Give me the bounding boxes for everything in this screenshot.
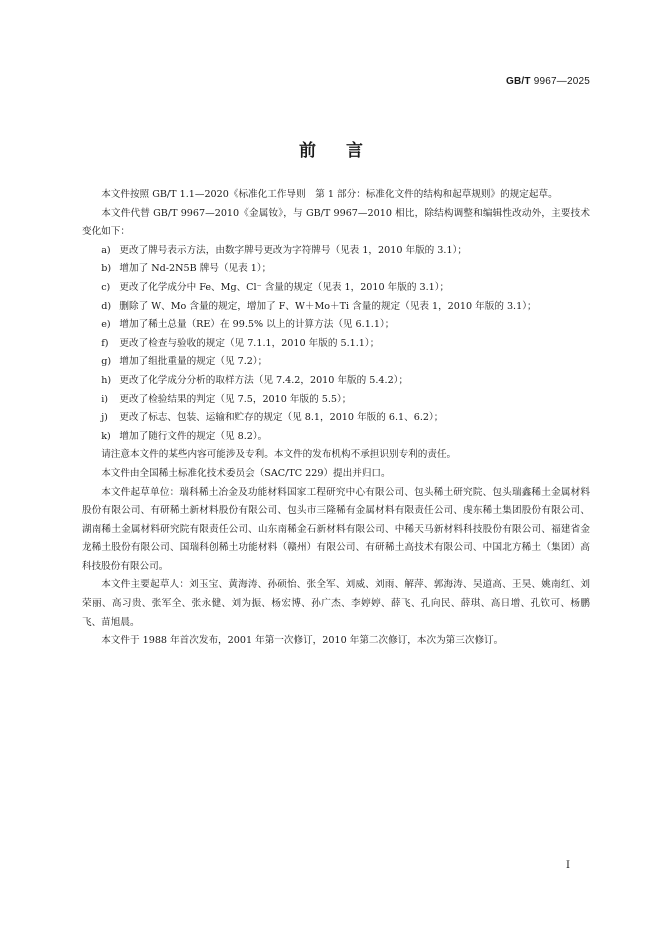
list-item-mark: c) [101, 281, 111, 293]
list-item [82, 260, 590, 279]
paragraph-history: 本文件于 1988 年首次发布，2001 年第一次修订，2010 年第二次修订，本次为第三次修订。 [101, 635, 504, 647]
list-item-text: 更改了标志、包装、运输和贮存的规定（见 8.1，2010 年版的 6.1、6.2）； [119, 412, 444, 424]
standard-code [506, 76, 590, 87]
list-item-mark: b) [101, 263, 112, 275]
list-item-text: 增加了组批重量的规定（见 7.2）； [119, 356, 268, 368]
list-item-text: 更改了检验结果的判定（见 7.5，2010 年版的 5.5）； [119, 393, 352, 405]
list-item-text: 更改了化学成分中 Fe、Mg、Cl⁻ 含量的规定（见表 1，2010 年版的 3.1）； [119, 281, 450, 293]
list-item [82, 428, 590, 447]
paragraph-replacement: 本文件代替 GB/T 9967—2010《金属钕》，与 GB/T 9967—2010 相比，除结构调整和编辑性改动外，主要技术变化如下： [82, 207, 590, 238]
list-item [82, 279, 590, 298]
standard-prefix: GB/T [506, 76, 531, 87]
list-item-mark: k) [101, 430, 111, 442]
standard-number: 9967—2025 [530, 76, 590, 87]
list-item-mark: g) [101, 356, 112, 368]
list-item-text: 增加了稀土总量（RE）在 99.5% 以上的计算方法（见 6.1.1）； [119, 319, 395, 331]
list-item-text: 更改了化学成分分析的取样方法（见 7.4.2，2010 年版的 5.4.2）； [119, 374, 409, 386]
list-item-text: 更改了检查与验收的规定（见 7.1.1，2010 年版的 5.1.1）； [119, 337, 380, 349]
paragraph-drafters: 本文件主要起草人：刘玉宝、黄海涛、孙硕怡、张全军、刘威、刘雨、解萍、郭海涛、吴道高、王昊、姚南红、刘荣丽、高习贵、张军全、张永健、刘为振、杨宏博、孙广杰、李婷婷、薛飞、孔向民、薛琪、高日增、孔钦可、杨鹏飞、苗旭晨。 [82, 579, 590, 628]
list-item-mark: d) [101, 300, 112, 312]
list-item-mark: i) [101, 393, 108, 405]
list-item [82, 316, 590, 335]
list-item-text: 增加了 Nd-2N5B 牌号（见表 1）； [119, 263, 272, 275]
list-item-mark: e) [101, 319, 111, 331]
page-number: I [566, 860, 570, 871]
list-item [82, 335, 590, 354]
list-item [82, 409, 590, 428]
list-item-text: 删除了 W、Mo 含量的规定，增加了 F、W＋Mo＋Ti 含量的规定（见表 1，2010 年版的 3.1）； [119, 300, 537, 312]
list-item-mark: h) [101, 374, 112, 386]
list-item-mark: j) [101, 412, 108, 424]
list-item-mark: f) [101, 337, 109, 349]
list-item-text: 更改了牌号表示方法，由数字牌号更改为字符牌号（见表 1，2010 年版的 3.1）； [119, 244, 467, 256]
list-item [82, 391, 590, 410]
list-item-mark: a) [101, 244, 111, 256]
changes-list [82, 242, 590, 447]
list-item [82, 353, 590, 372]
paragraph-proposer: 本文件由全国稀土标准化技术委员会（SAC/TC 229）提出并归口。 [101, 467, 391, 479]
list-item [82, 372, 590, 391]
page-title: 前言 [299, 141, 393, 161]
paragraph-patent-notice: 请注意本文件的某些内容可能涉及专利。本文件的发布机构不承担识别专利的责任。 [101, 449, 457, 461]
paragraph-drafting-units: 本文件起草单位：瑞科稀土冶金及功能材料国家工程研究中心有限公司、包头稀土研究院、包头瑞鑫稀土金属材料股份有限公司、有研稀土新材料股份有限公司、包头市三隆稀有金属材料有限责任公司、虔东稀土集团股份有限公司、湖南稀土金属材料研究院有限责任公司、山东南稀金石新材料有限公司、中稀天马新材料科技股份有限公司、福建省金龙稀土股份有限公司、国瑞科创稀土功能材料（赣州）有限公司、有研稀土高技术有限公司、中国北方稀土（集团）高科技股份有限公司。 [82, 486, 590, 572]
list-item-text: 增加了随行文件的规定（见 8.2）。 [119, 430, 268, 442]
list-item [82, 298, 590, 317]
foreword-body [82, 186, 590, 651]
list-item [82, 242, 590, 261]
paragraph-drafting-rules: 本文件按照 GB/T 1.1—2020《标准化工作导则 第 1 部分：标准化文件的结构和起草规则》的规定起草。 [101, 189, 558, 200]
